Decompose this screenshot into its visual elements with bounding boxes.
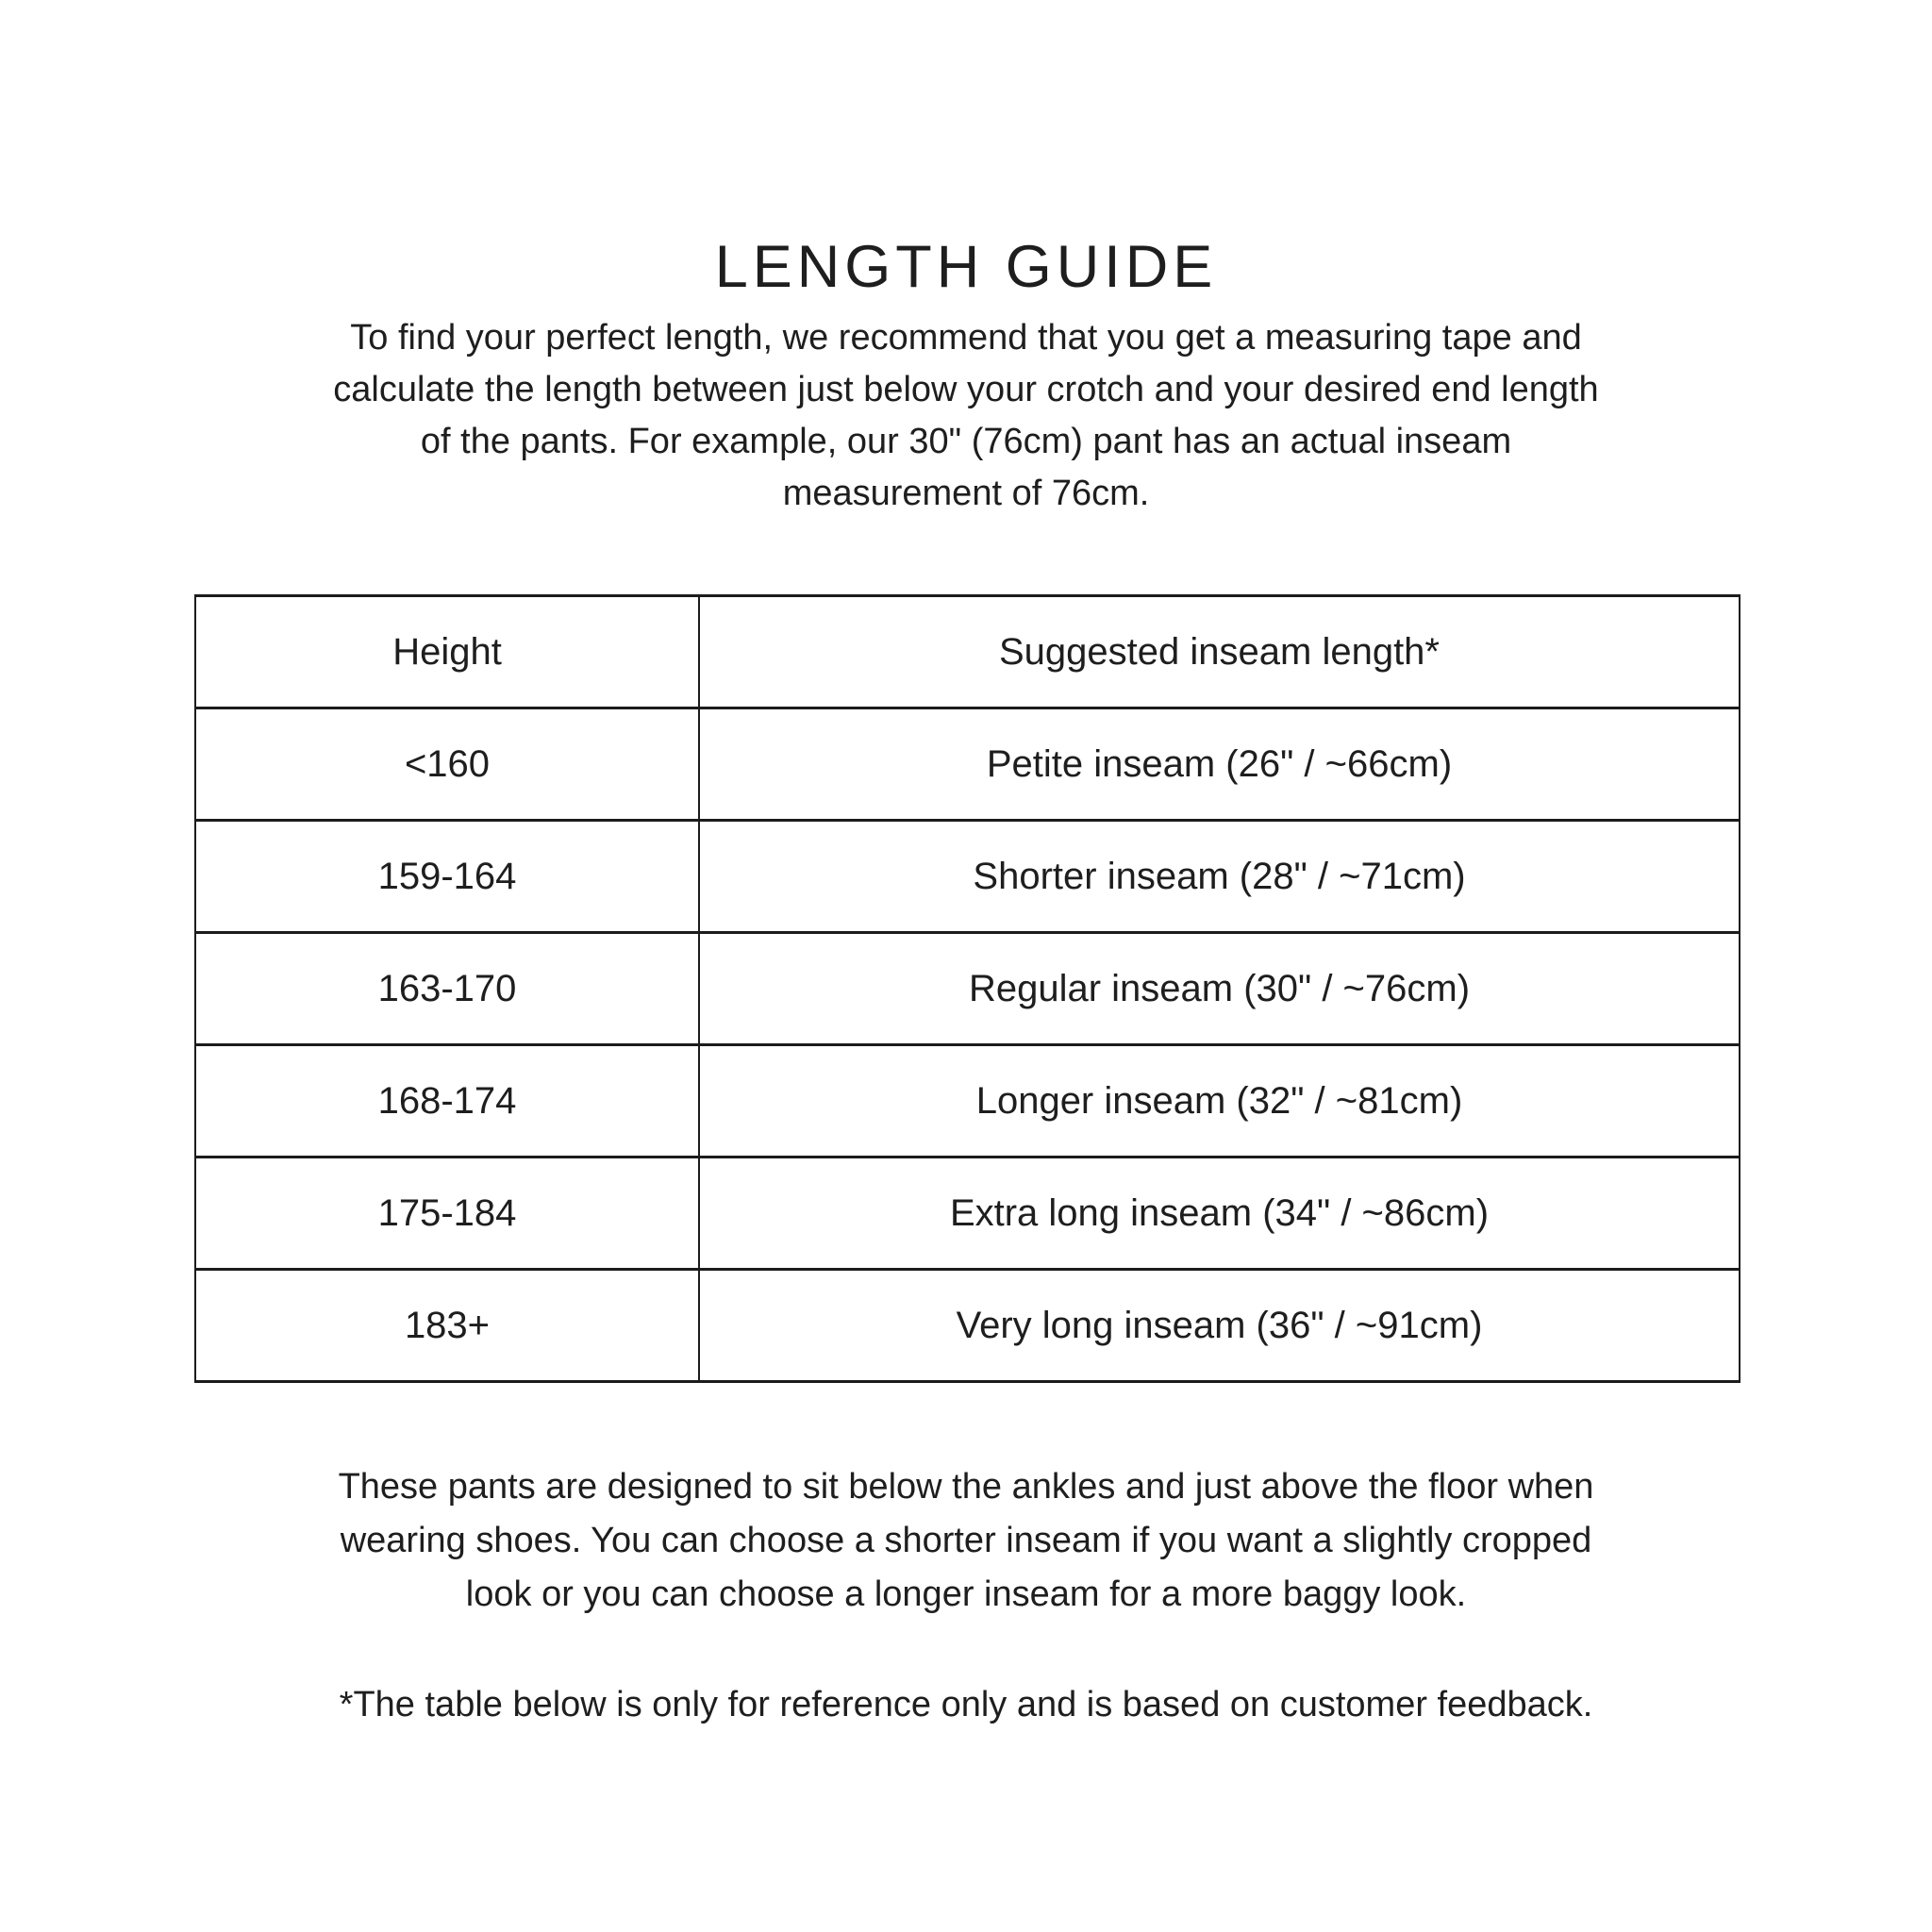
table-row <box>195 1158 1740 1270</box>
table-row <box>195 821 1740 933</box>
height-cell: 175-184 <box>195 1158 699 1270</box>
table-row <box>195 1270 1740 1382</box>
inseam-cell: Regular inseam (30" / ~76cm) <box>699 933 1740 1045</box>
intro-line: measurement of 76cm. <box>782 474 1150 513</box>
table-header-row <box>195 596 1740 708</box>
header-cell-inseam-length: Suggested inseam length* <box>699 596 1740 708</box>
table-row <box>195 1045 1740 1158</box>
fit-description-line: look or you can choose a longer inseam for a more baggy look. <box>465 1574 1467 1614</box>
intro-line: To find your perfect length, we recommend that you get a measuring tape and <box>350 318 1582 358</box>
inseam-cell: Longer inseam (32" / ~81cm) <box>699 1045 1740 1158</box>
header-cell-height: Height <box>195 596 699 708</box>
fit-description-line: These pants are designed to sit below the ankles and just above the floor when <box>338 1467 1594 1507</box>
fit-description-line: wearing shoes. You can choose a shorter inseam if you want a slightly cropped <box>340 1521 1592 1560</box>
intro-line: calculate the length between just below your crotch and your desired end length <box>333 370 1599 409</box>
intro-line: of the pants. For example, our 30" (76cm) pant has an actual inseam <box>420 422 1512 461</box>
fit-description-paragraph <box>192 1460 1740 1622</box>
inseam-cell: Extra long inseam (34" / ~86cm) <box>699 1158 1740 1270</box>
inseam-cell: Very long inseam (36" / ~91cm) <box>699 1270 1740 1382</box>
inseam-cell: Shorter inseam (28" / ~71cm) <box>699 821 1740 933</box>
height-cell: 159-164 <box>195 821 699 933</box>
table-row <box>195 933 1740 1045</box>
inseam-cell: Petite inseam (26" / ~66cm) <box>699 708 1740 821</box>
reference-footnote: *The table below is only for reference only and is based on customer feedback. <box>339 1685 1593 1724</box>
page-title: LENGTH GUIDE <box>714 234 1218 301</box>
intro-paragraph <box>192 312 1740 520</box>
table-row <box>195 708 1740 821</box>
inseam-length-table <box>194 594 1740 1383</box>
height-cell: 183+ <box>195 1270 699 1382</box>
height-cell: 168-174 <box>195 1045 699 1158</box>
height-cell: <160 <box>195 708 699 821</box>
height-cell: 163-170 <box>195 933 699 1045</box>
